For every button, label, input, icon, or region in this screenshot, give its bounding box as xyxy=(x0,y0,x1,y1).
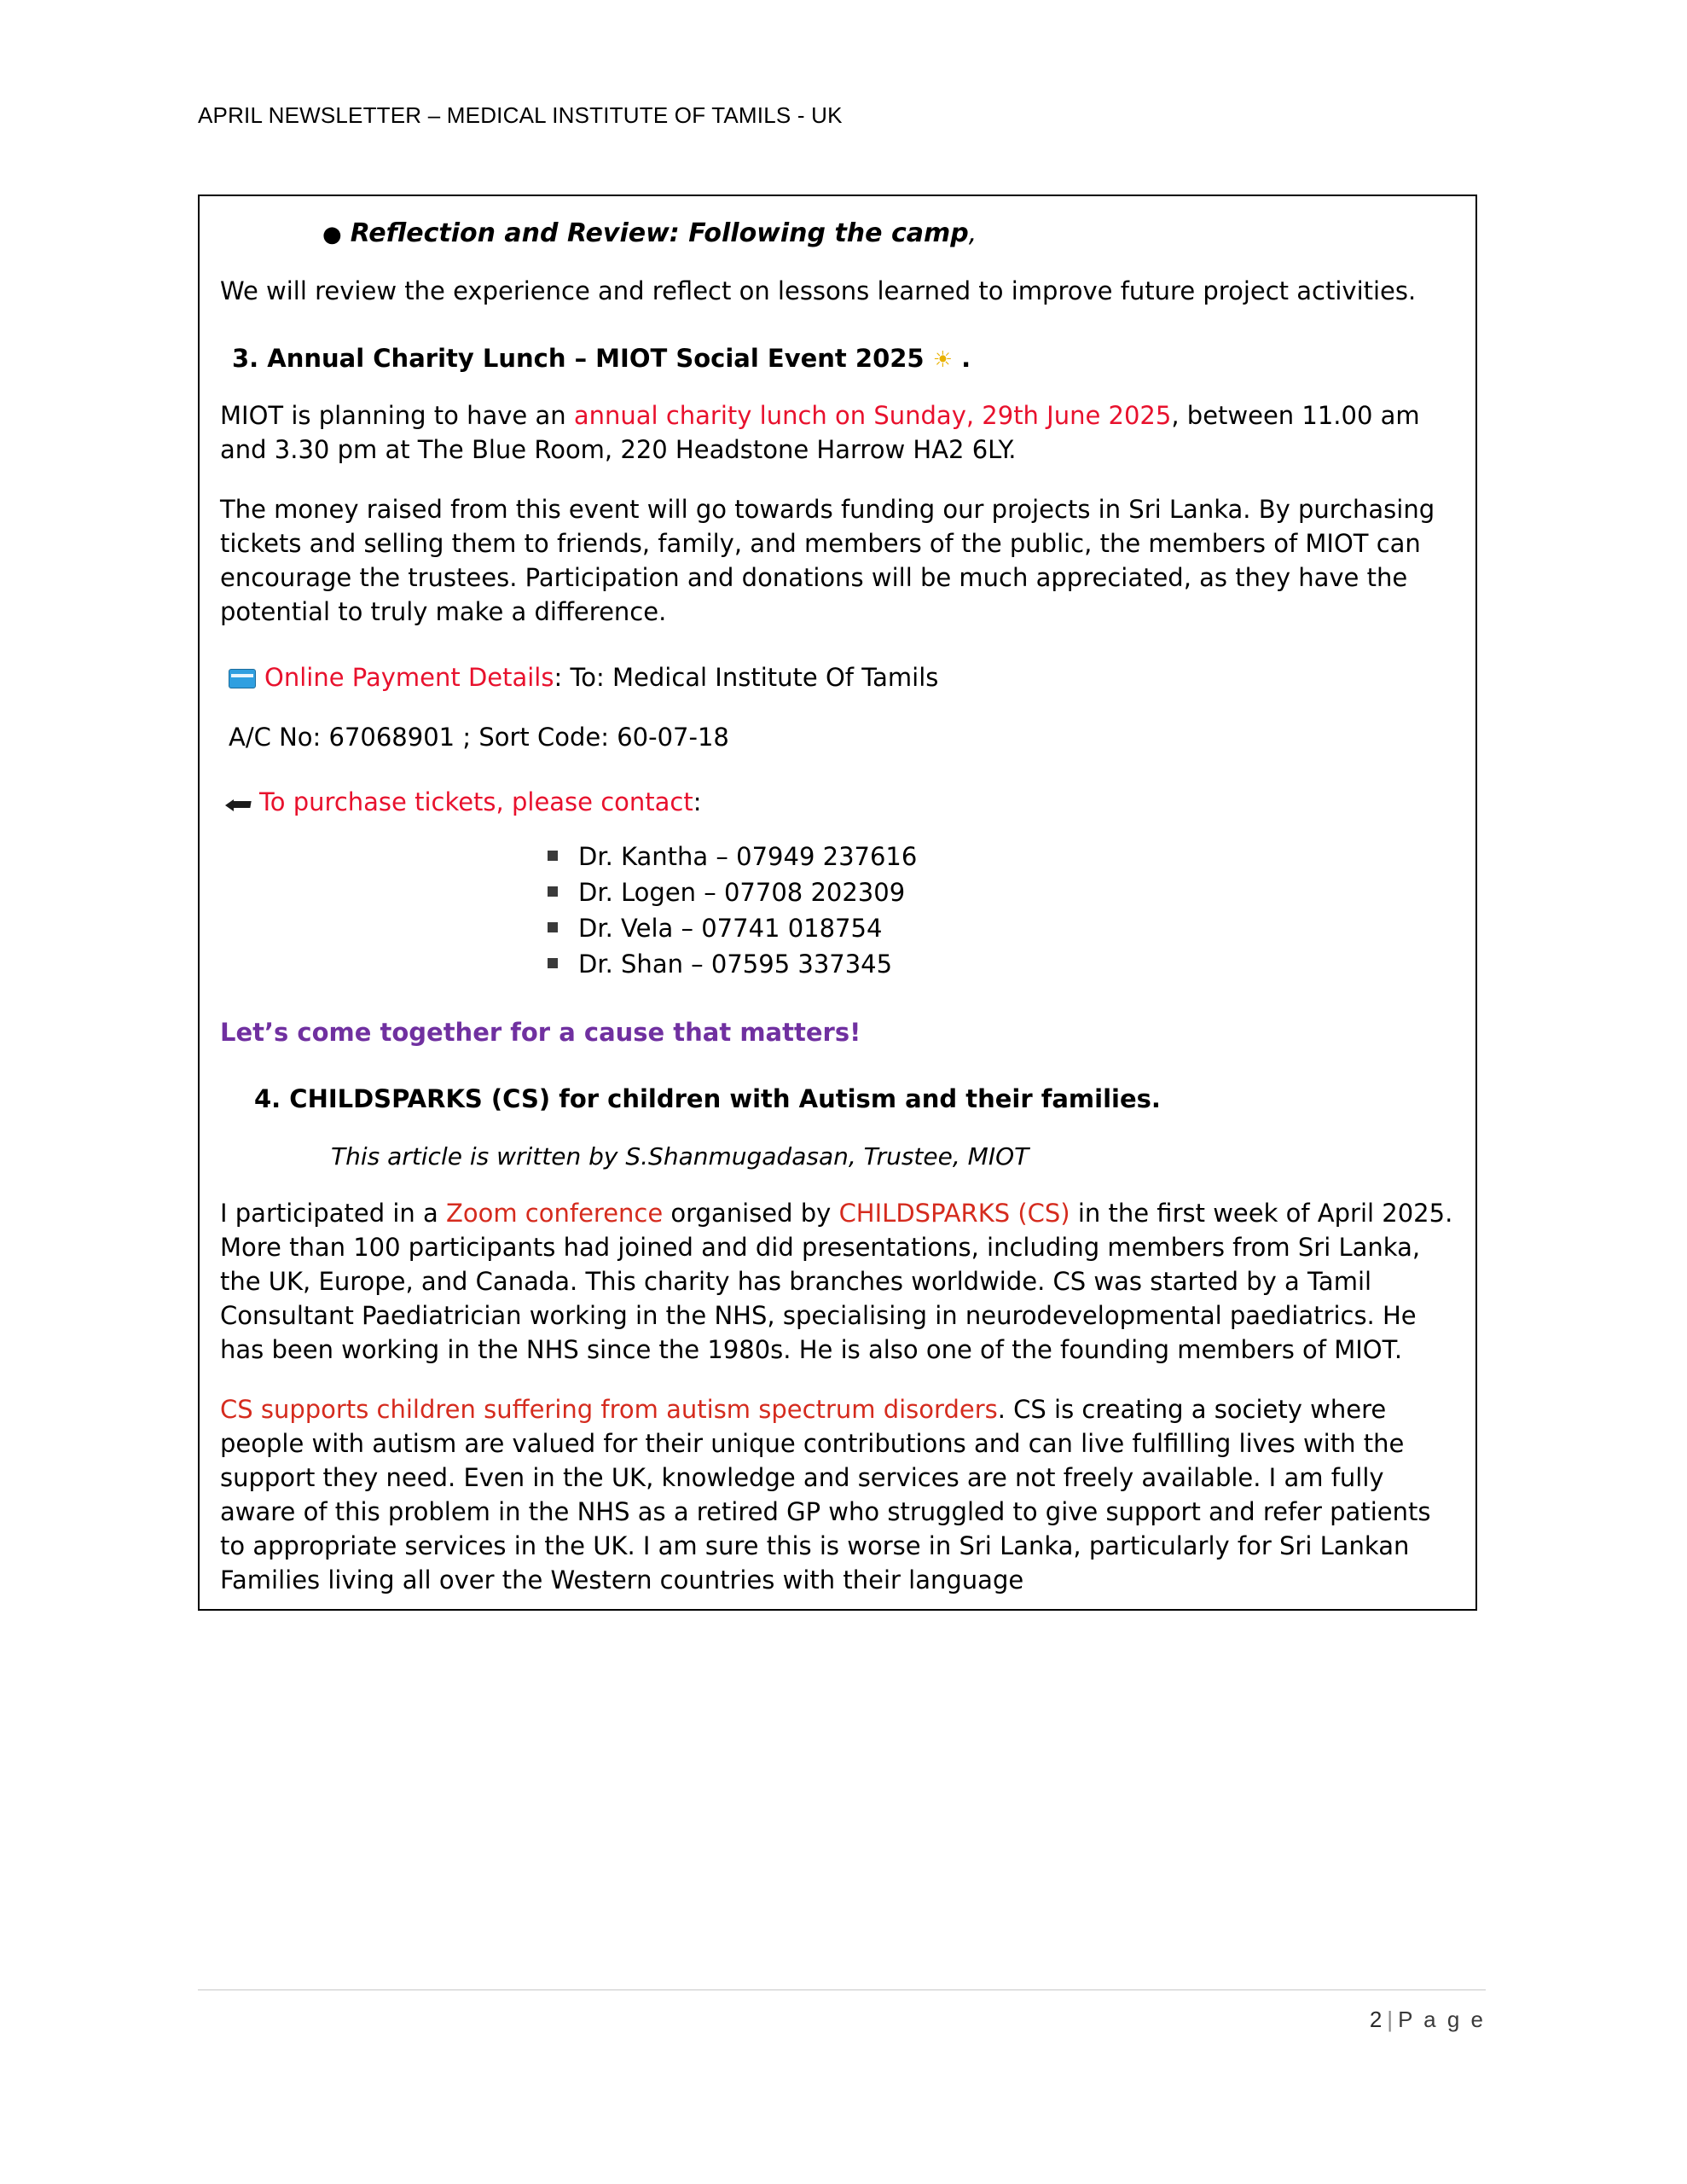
lunch-date-highlight: annual charity lunch on Sunday, 29th June 2025 xyxy=(573,401,1172,431)
childsparks-highlight: CHILDSPARKS (CS) xyxy=(838,1199,1070,1228)
cause-call-to-action: Let’s come together for a cause that matters! xyxy=(220,1018,861,1048)
footer-separator: | xyxy=(1387,2007,1394,2032)
heading-annual-charity-lunch-text: 3. Annual Charity Lunch – MIOT Social Event 2025 xyxy=(232,344,925,374)
paragraph-zoom-conference xyxy=(220,1196,1455,1367)
zoom-conference-highlight: Zoom conference xyxy=(445,1199,664,1228)
footer-divider xyxy=(198,1989,1486,1990)
footer-page-indicator xyxy=(198,2007,1486,2033)
list-item: Dr. Logen – 07708 202309 xyxy=(578,874,1455,910)
reflection-bullet-heading xyxy=(322,218,1455,248)
sun-icon: ☀ xyxy=(932,347,954,374)
cs-support-text: . CS is creating a society where people with autism are valued for their unique contributions and can live fulfilling lives with the support they need. Even in the UK, knowledge and services are not freely available. I am fully aware of this problem in the NHS as a retired GP who struggled to give support and refer patients to appropriate services in the UK. I am sure this is worse in Sri Lanka, particularly for Sri Lankan Families living all over the Western countries with their language xyxy=(220,1395,1431,1595)
zoom-post-text: in the first week of April 2025. More than 100 participants had joined and did presentations, including members from Sri Lanka, the UK, Europe, and Canada. This charity has branches worldwide. CS was started by a Tamil Consultant Paediatrician working in the NHS, specialising in neurodevelopmental paediatrics. He has been working in the NHS since the 1980s. He is also one of the founding members of MIOT. xyxy=(220,1199,1453,1365)
lunch-pre-text: MIOT is planning to have an xyxy=(220,401,574,431)
paragraph-fundraising: The money raised from this event will go towards funding our projects in Sri Lanka. By purchasing tickets and selling them to friends, family, and members of the public, the members of MIOT can encourage the trustees. Participation and donations will be much appreciated, as they have the potential to truly make a difference. xyxy=(220,495,1435,627)
online-payment-line xyxy=(229,663,1455,692)
list-item: Dr. Kantha – 07949 237616 xyxy=(578,839,1455,874)
bullet-dot-icon: ● xyxy=(322,221,342,247)
account-details-line: A/C No: 67068901 ; Sort Code: 60-07-18 xyxy=(229,723,729,752)
lunch-post-text: , between 11.00 am and 3.30 pm at The Blue Room, 220 Headstone Harrow HA2 6LY. xyxy=(220,401,1420,465)
heading-annual-charity-lunch xyxy=(232,344,1455,373)
footer-page-word: P a g e xyxy=(1398,2007,1486,2032)
paragraph-cs-support xyxy=(220,1392,1455,1597)
paragraph-lunch-details xyxy=(220,398,1455,467)
online-payment-label: Online Payment Details xyxy=(264,663,554,693)
pen-icon xyxy=(225,799,251,811)
purchase-tickets-label: To purchase tickets, please contact xyxy=(259,787,693,817)
list-item: Dr. Shan – 07595 337345 xyxy=(578,946,1455,982)
purchase-tickets-suffix: : xyxy=(693,787,702,817)
zoom-pre-text: I participated in a xyxy=(220,1199,446,1228)
page-header: APRIL NEWSLETTER – MEDICAL INSTITUTE OF TAMILS - UK xyxy=(198,102,843,128)
reflection-heading-comma: , xyxy=(968,218,977,248)
online-payment-value: : To: Medical Institute Of Tamils xyxy=(554,663,939,693)
reflection-heading-text: Reflection and Review: Following the camp xyxy=(350,218,969,248)
heading-annual-charity-lunch-suffix: . xyxy=(961,344,971,374)
footer-page-number: 2 xyxy=(1369,2007,1383,2032)
paragraph-reflection: We will review the experience and reflect on lessons learned to improve future project activities. xyxy=(220,276,1417,305)
purchase-tickets-line xyxy=(225,787,1455,816)
cs-support-highlight: CS supports children suffering from autism spectrum disorders xyxy=(220,1395,998,1425)
content-frame xyxy=(198,195,1477,1611)
list-item: Dr. Vela – 07741 018754 xyxy=(578,910,1455,946)
article-byline: This article is written by S.Shanmugadasan, Trustee, MIOT xyxy=(331,1142,1029,1171)
credit-card-icon xyxy=(229,669,256,688)
zoom-mid-text: organised by xyxy=(663,1199,839,1228)
contact-list xyxy=(220,839,1455,982)
heading-childsparks: 4. CHILDSPARKS (CS) for children with Autism and their families. xyxy=(254,1084,1161,1114)
